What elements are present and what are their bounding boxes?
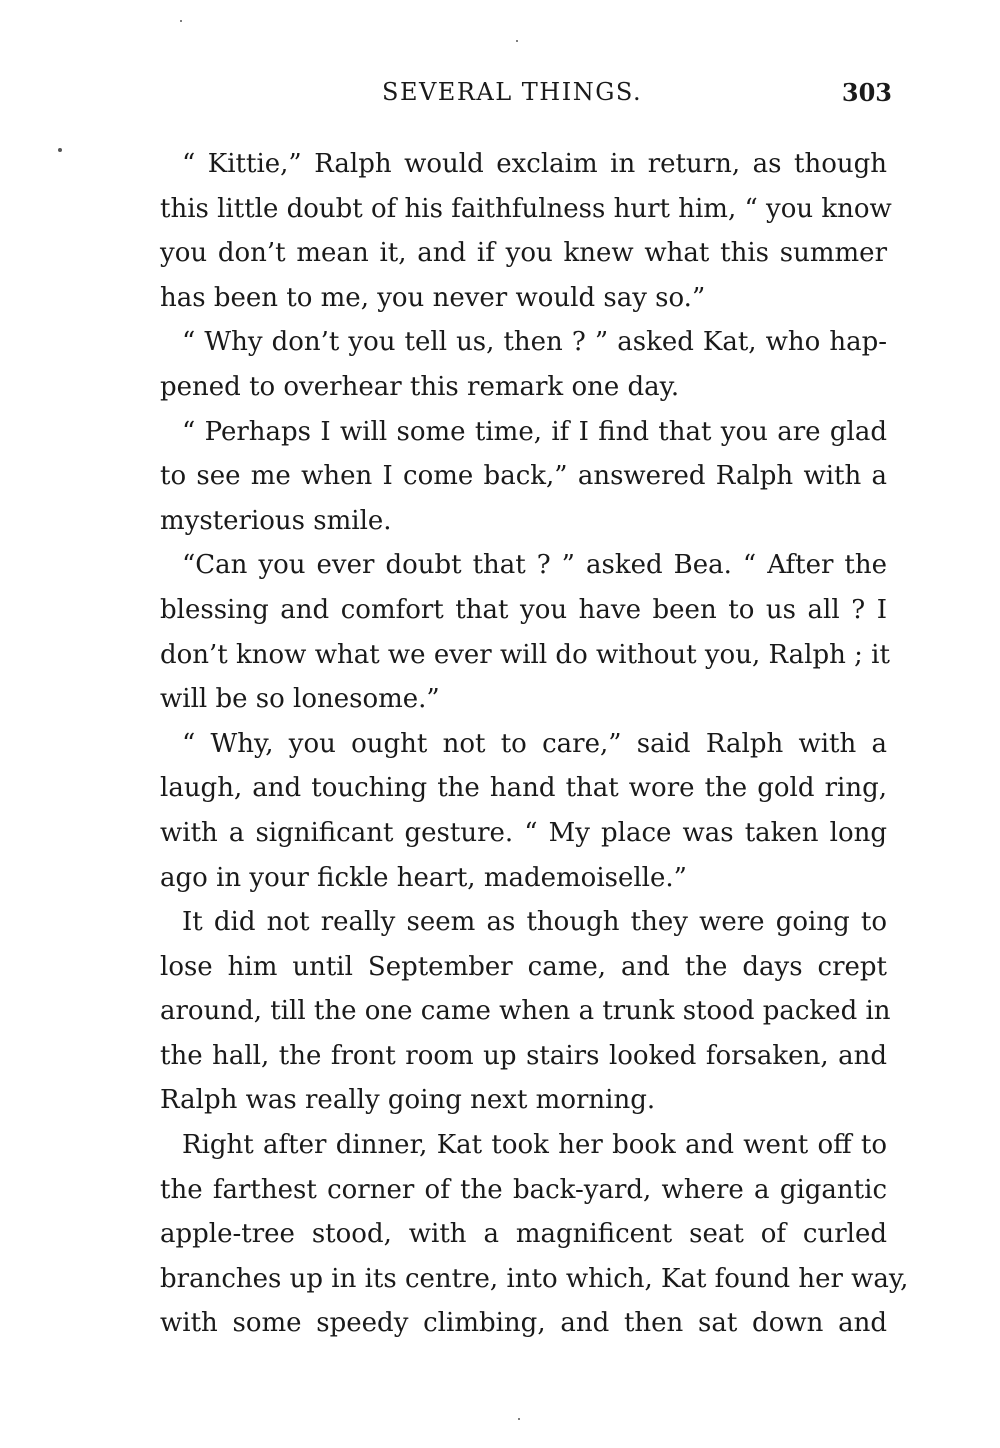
text-line: “ Perhaps I will some time, if I find that you are glad [182, 416, 887, 447]
paragraph [160, 722, 887, 900]
text-line: “ Why, you ought not to care,” said Ralph with a [182, 728, 887, 759]
text-line: don’t know what we ever will do without you, Ralph ; it [160, 639, 890, 670]
scan-speck [518, 1418, 520, 1420]
text-line: lose him until September came, and the days crept [160, 951, 887, 982]
scan-speck [58, 148, 62, 152]
text-line: branches up in its centre, into which, Kat found her way, [160, 1263, 909, 1294]
text-line: It did not really seem as though they were going to [182, 907, 887, 938]
paragraph [160, 142, 892, 320]
text-line: Ralph was really going next morning. [160, 1085, 656, 1116]
text-line: ago in your fickle heart, mademoiselle.” [160, 862, 687, 893]
text-line: “ Why don’t you tell us, then ? ” asked Kat, who hap- [182, 327, 887, 358]
body-text [160, 142, 909, 1346]
paragraph [160, 900, 891, 1123]
scan-speck [180, 20, 182, 22]
page-number: 303 [841, 78, 892, 107]
paragraph [160, 410, 887, 544]
text-line: around, till the one came when a trunk stood packed in [160, 996, 891, 1027]
text-line: laugh, and touching the hand that wore the gold ring, [160, 773, 887, 804]
scan-speck [516, 40, 518, 42]
text-line: with a significant gesture. “ My place was taken long [160, 817, 887, 848]
paragraph [160, 1123, 909, 1346]
text-line: will be so lonesome.” [160, 684, 440, 715]
text-line: “Can you ever doubt that ? ” asked Bea. “ After the [182, 550, 887, 581]
running-title: SEVERAL THINGS. [382, 78, 643, 106]
text-line: you don’t mean it, and if you knew what this summer [160, 238, 887, 269]
text-line: has been to me, you never would say so.” [160, 282, 706, 313]
text-line: blessing and comfort that you have been to us all ? I [160, 594, 887, 625]
text-line: pened to overhear this remark one day. [160, 371, 680, 402]
text-line: “ Kittie,” Ralph would exclaim in return, as though [182, 149, 887, 179]
text-line: with some speedy climbing, and then sat down and [160, 1308, 887, 1339]
text-line: the farthest corner of the back-yard, where a gigantic [160, 1174, 887, 1205]
paragraph [160, 320, 887, 409]
text-line: this little doubt of his faithfulness hurt him, “ you know [160, 193, 892, 224]
text-line: Right after dinner, Kat took her book and went off to [182, 1130, 887, 1161]
text-line: the hall, the front room up stairs looked forsaken, and [160, 1040, 887, 1071]
paragraph [160, 543, 890, 721]
text-line: apple-tree stood, with a magnificent seat of curled [160, 1219, 887, 1250]
text-line: to see me when I come back,” answered Ralph with a [160, 461, 887, 492]
text-line: mysterious smile. [160, 505, 392, 536]
running-head [160, 78, 892, 114]
